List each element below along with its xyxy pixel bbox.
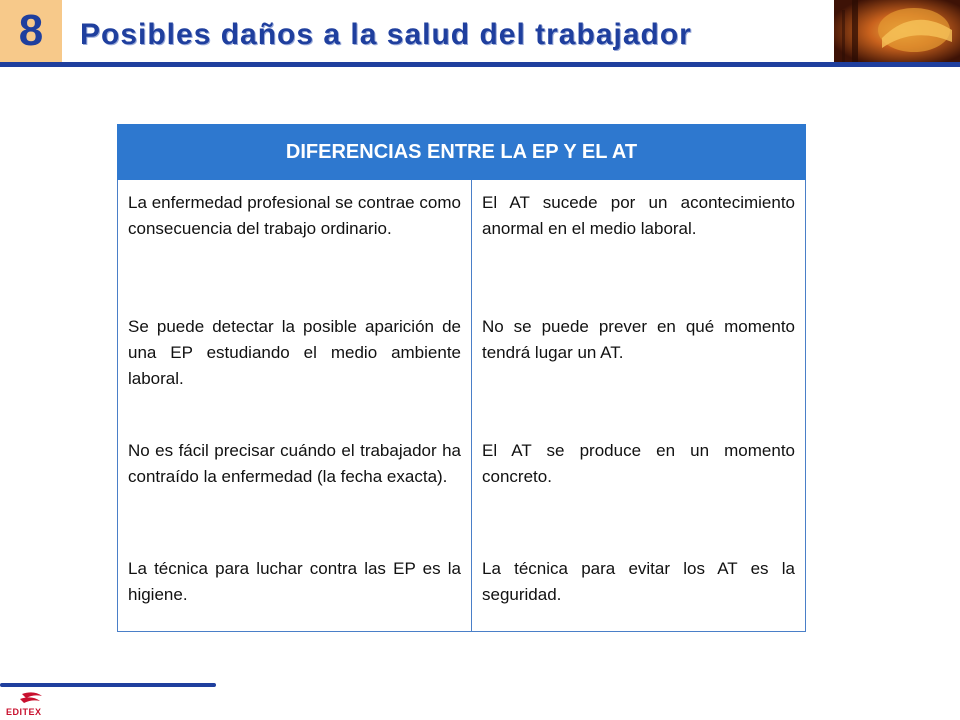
ep-cell: Se puede detectar la posible aparición de una EP estudiando el medio ambiente laboral. [118,304,472,428]
chapter-number: 8 [18,6,44,55]
differences-table [117,124,806,632]
at-cell: La técnica para evitar los AT es la seguridad. [472,546,806,632]
table-heading: DIFERENCIAS ENTRE LA EP Y EL AT [118,125,806,180]
worker-photo-image [834,0,960,62]
table-header-row [118,125,806,180]
chapter-number-box [0,0,62,62]
at-cell: El AT sucede por un acontecimiento anormal en el medio laboral. [472,180,806,304]
table-row [118,180,806,304]
footer-divider [0,683,216,687]
ep-cell: La técnica para luchar contra las EP es la higiene. [118,546,472,632]
ep-cell: No es fácil precisar cuándo el trabajador ha contraído la enfermedad (la fecha exacta). [118,428,472,546]
ep-cell: La enfermedad profesional se contrae como consecuencia del trabajo ordinario. [118,180,472,304]
at-cell: No se puede prever en qué momento tendrá lugar un AT. [472,304,806,428]
at-cell: El AT se produce en un momento concreto. [472,428,806,546]
table-row [118,428,806,546]
header-divider [0,62,960,67]
brand-name: EDITEX [6,707,42,717]
page-title: Posibles daños a la salud del trabajador [80,18,692,51]
header-photo [834,0,960,62]
table-row [118,546,806,632]
table-row [118,304,806,428]
